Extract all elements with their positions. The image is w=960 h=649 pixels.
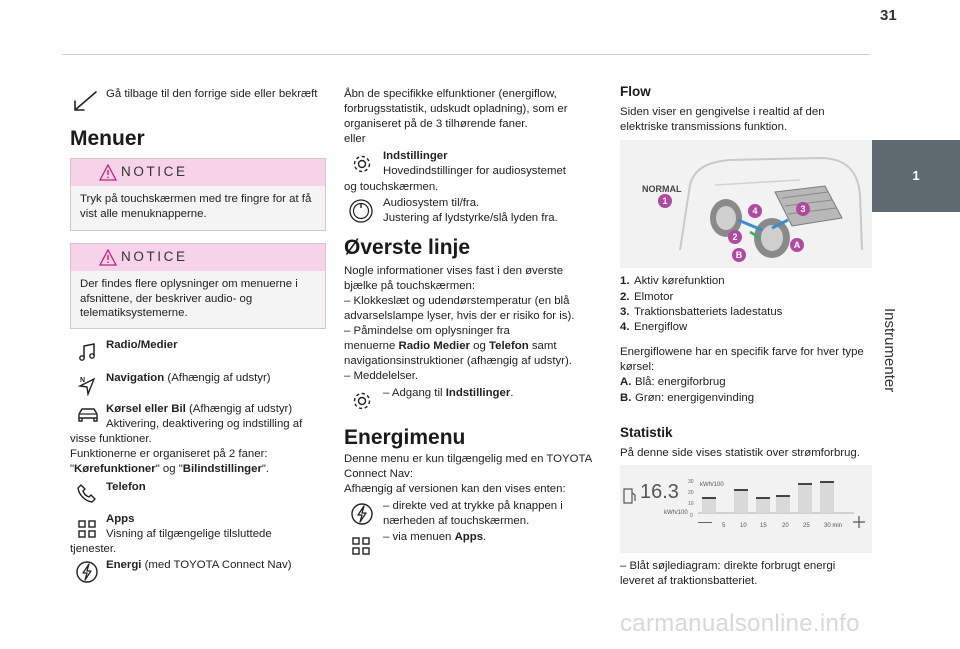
settings-gear-icon [350, 152, 374, 176]
top-line-text: Nogle informationer vises fast i den øverste [344, 265, 564, 277]
tab-driving: Kørefunktioner [74, 463, 156, 475]
notice-title: NOTICE [121, 164, 188, 179]
y-tick: 30 [688, 479, 694, 485]
settings-label: Indstillinger [383, 150, 448, 162]
audio-desc: Audiosystem til/fra. [383, 197, 480, 209]
apps-desc: tjenester. [70, 543, 117, 555]
energy-text [106, 558, 291, 573]
item-text: Blå: energiforbrug [635, 376, 726, 388]
back-arrow-icon [72, 90, 98, 112]
flow-colors-text: kørsel: [620, 361, 655, 373]
consumption-bars [698, 475, 858, 517]
intro-line: organiseret på de 3 tilhørende faner. [344, 118, 528, 130]
car-desc: visse funktioner. [70, 433, 152, 445]
tab-car-settings: Bilindstillinger [182, 463, 262, 475]
navigation-text [106, 371, 271, 386]
car-text [106, 402, 292, 417]
marker-2: 2 [728, 230, 742, 244]
settings-gear-icon [350, 389, 374, 413]
navigation-icon [76, 374, 98, 396]
phone-ref: Telefon [489, 340, 529, 352]
axis-unit: kWh/100 [700, 482, 724, 488]
notice-box-1 [70, 158, 326, 231]
marker-4: 4 [748, 204, 762, 218]
item-text: Aktiv kørefunktion [634, 275, 725, 287]
energy-option: nærheden af touchskærmen. [383, 515, 530, 527]
car-icon [76, 404, 100, 426]
flow-color-item [620, 375, 726, 390]
apps-grid-icon [76, 518, 98, 540]
chapter-label [880, 212, 940, 393]
x-tick: 25 [803, 523, 810, 529]
fuel-pump-icon [622, 487, 638, 505]
mode-label: NORMAL [642, 184, 682, 194]
marker-b: B [732, 248, 746, 262]
x-tick: 20 [782, 523, 789, 529]
x-tick: 5 [722, 523, 726, 529]
notice-line: Der findes flere oplysninger om menuerne i [80, 278, 298, 290]
menus-title: Menuer [70, 127, 145, 150]
notice-box-2 [70, 243, 326, 329]
item-text: Grøn: energigenvinding [635, 392, 755, 404]
top-line-title: Øverste linje [344, 236, 471, 259]
top-line-text: – Meddelelser. [344, 370, 419, 382]
energy-bolt-icon [350, 502, 374, 526]
top-line-text [383, 386, 513, 401]
svg-text:N: N [80, 377, 86, 384]
car-desc: Aktivering, deaktivering og indstilling af [106, 418, 303, 430]
top-line-text: – Klokkeslæt og udendørstemperatur (en blå [344, 295, 570, 307]
apps-label: Apps [106, 513, 135, 525]
text: – via menuen [383, 531, 455, 543]
consumption-value: 16.3 [640, 481, 679, 503]
intro-line: Åbn de specifikke elfunktioner (energiflow, [344, 88, 557, 100]
energy-text: Afhængig af versionen kan den vises enten: [344, 483, 566, 495]
flow-item [620, 320, 687, 335]
car-desc: Funktionerne er organiseret på 2 faner: [70, 448, 268, 460]
top-line-text: advarselslampe lyser, hvis der er risiko for is). [344, 310, 575, 322]
energy-bolt-icon [75, 560, 99, 584]
energy-flow-image [620, 140, 872, 268]
back-text: Gå tilbage til den forrige side eller bekræft [106, 88, 318, 100]
phone-label: Telefon [106, 481, 146, 493]
marker-3: 3 [796, 202, 810, 216]
item-text: Traktionsbatteriets ladestatus [634, 306, 783, 318]
x-tick: 15 [760, 523, 767, 529]
audio-desc: Justering af lydstyrke/slå lyden fra. [383, 212, 558, 224]
navigation-note: (Afhængig af udstyr) [164, 372, 271, 384]
quote: ". [261, 463, 270, 475]
text: menuerne [344, 340, 399, 352]
consumption-unit: kWh/100 [664, 510, 688, 516]
x-axis-dash [698, 522, 712, 523]
music-note-icon [76, 341, 98, 363]
audio-knob-icon [348, 198, 374, 224]
item-text: Energiflow [634, 321, 688, 333]
text: – Adgang til [383, 387, 446, 399]
quote: " [70, 463, 75, 475]
energy-menu-title: Energimenu [344, 426, 466, 449]
item-num: 1. [620, 275, 630, 287]
energy-option: – direkte ved at trykke på knappen i [383, 500, 563, 512]
flow-text: Siden viser en gengivelse i realtid af den [620, 106, 825, 118]
flow-colors-text: Energiflowene har en specifik farve for hver type [620, 346, 864, 358]
energy-text: Denne menu er kun tilgængelig med en TOYOTA [344, 453, 593, 465]
text: . [510, 387, 514, 399]
x-tick: 10 [740, 523, 747, 529]
chapter-label-text: Instrumenter [881, 308, 898, 393]
flow-item [620, 290, 673, 305]
zoom-in-icon[interactable] [852, 515, 866, 529]
conj: " og " [155, 463, 183, 475]
flow-item [620, 305, 782, 320]
notice-title: NOTICE [121, 249, 188, 264]
apps-ref: Apps [454, 531, 484, 543]
energy-option [383, 530, 486, 545]
item-num: 4. [620, 321, 630, 333]
x-tick: 30 min [824, 523, 843, 529]
y-tick: 20 [688, 490, 694, 496]
y-tick: 10 [688, 501, 694, 507]
statistics-image [620, 465, 872, 553]
energy-label: Energi [106, 559, 142, 571]
warning-icon [99, 164, 117, 181]
car-label: Kørsel eller Bil [106, 403, 186, 415]
settings-ref: Indstillinger [445, 387, 511, 399]
navigation-label: Navigation [106, 372, 165, 384]
energy-note: (med TOYOTA Connect Nav) [141, 559, 292, 571]
radio-media-ref: Radio Medier [398, 340, 470, 352]
top-line-text: navigationsinstruktioner (afhængig af udstyr). [344, 355, 572, 367]
marker-a: A [790, 238, 804, 252]
watermark: carmanualsonline.info [620, 610, 860, 637]
car-tabs [70, 462, 269, 477]
notice-line: Tryk på touchskærmen med tre fingre for at få [80, 193, 312, 205]
statistics-desc: leveret af traktionsbatteriet. [620, 575, 758, 587]
header-rule [62, 54, 870, 55]
top-line-text: – Påmindelse om oplysninger fra [344, 325, 510, 337]
energy-text: Connect Nav: [344, 468, 414, 480]
chapter-tab[interactable]: 1 [872, 140, 960, 212]
item-num: 3. [620, 306, 630, 318]
flow-item [620, 274, 725, 289]
item-num: A. [620, 376, 632, 388]
phone-icon [76, 482, 98, 504]
top-line-text [344, 339, 557, 354]
page-number: 31 [880, 7, 897, 24]
text: . [483, 531, 487, 543]
text: og [470, 340, 489, 352]
item-text: Elmotor [634, 291, 674, 303]
y-tick: 0 [690, 513, 693, 519]
item-num: 2. [620, 291, 630, 303]
statistics-title: Statistik [620, 425, 673, 440]
statistics-desc: – Blåt søjlediagram: direkte forbrugt energi [620, 560, 836, 572]
radio-label: Radio/Medier [106, 339, 178, 351]
intro-line: forbrugsstatistik, udskudt opladning), som er [344, 103, 568, 115]
item-num: B. [620, 392, 632, 404]
flow-color-item [620, 391, 754, 406]
flow-text: elektriske transmissions funktion. [620, 121, 788, 133]
text: samt [528, 340, 557, 352]
notice-line: afsnittene, der beskriver audio- og [80, 292, 253, 305]
warning-icon [99, 249, 117, 266]
settings-desc: og touchskærmen. [344, 181, 439, 193]
notice-line: telematiksystemerne. [80, 307, 188, 320]
intro-line: eller [344, 133, 366, 145]
statistics-text: På denne side vises statistik over strømforbrug. [620, 447, 860, 459]
car-note: (Afhængig af udstyr) [185, 403, 293, 415]
apps-desc: Visning af tilgængelige tilsluttede [106, 528, 272, 540]
marker-1: 1 [658, 194, 672, 208]
notice-line: vist alle menuknapperne. [80, 207, 207, 220]
settings-desc: Hovedindstillinger for audiosystemet [383, 165, 566, 177]
apps-grid-icon [350, 535, 372, 557]
flow-title: Flow [620, 84, 651, 99]
top-line-text: bjælke på touchskærmen: [344, 280, 476, 292]
